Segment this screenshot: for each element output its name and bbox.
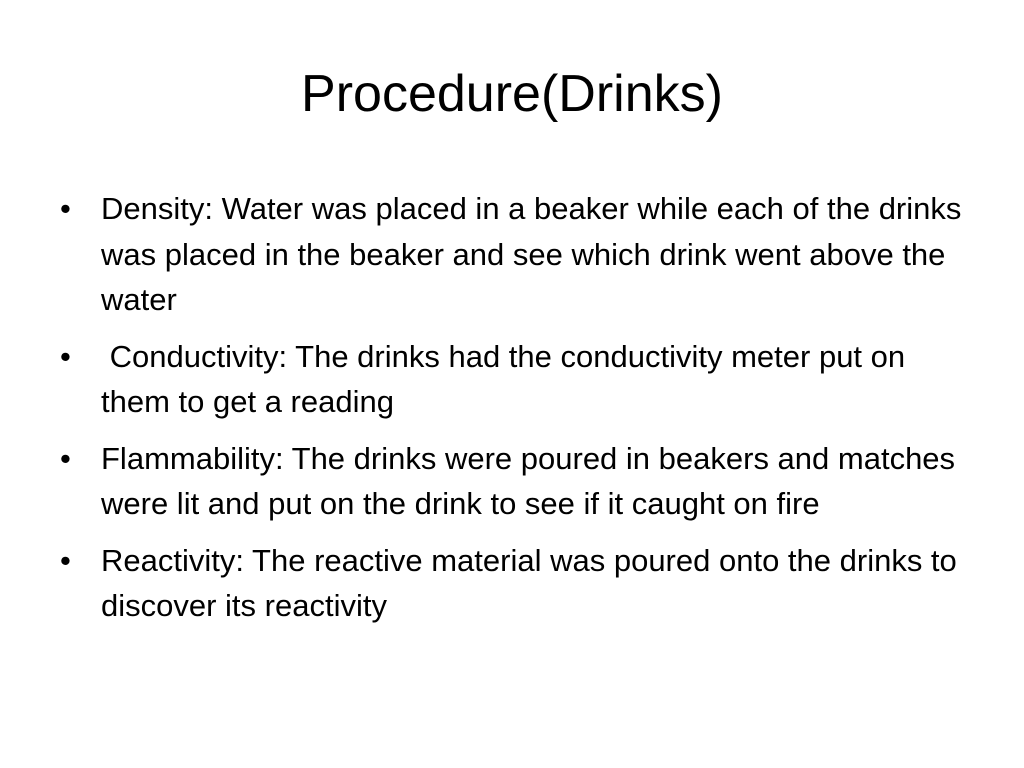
slide-title: Procedure(Drinks) — [301, 65, 723, 123]
bullet-text-density: Density: Water was placed in a beaker while each of the drinks was placed in the beaker and see which drink went above the water — [101, 191, 962, 317]
bullet-dot-icon: • — [60, 338, 71, 374]
bullet-text-conductivity: Conductivity: The drinks had the conductivity meter put on them to get a reading — [101, 338, 914, 419]
bullet-item-density — [56, 186, 976, 323]
bullet-item-reactivity — [56, 538, 976, 629]
bullet-dot-icon: • — [60, 440, 71, 476]
bullet-item-flammability — [56, 436, 976, 527]
bullet-text-reactivity: Reactivity: The reactive material was poured onto the drinks to discover its reactivity — [101, 542, 957, 623]
bullet-dot-icon: • — [60, 191, 71, 226]
bullet-text-flammability: Flammability: The drinks were poured in beakers and matches were lit and put on the drink to see if it caught on fire — [101, 440, 956, 521]
bullet-item-conductivity — [56, 334, 976, 425]
bullet-dot-icon: • — [60, 542, 71, 578]
bullet-list — [56, 186, 976, 640]
